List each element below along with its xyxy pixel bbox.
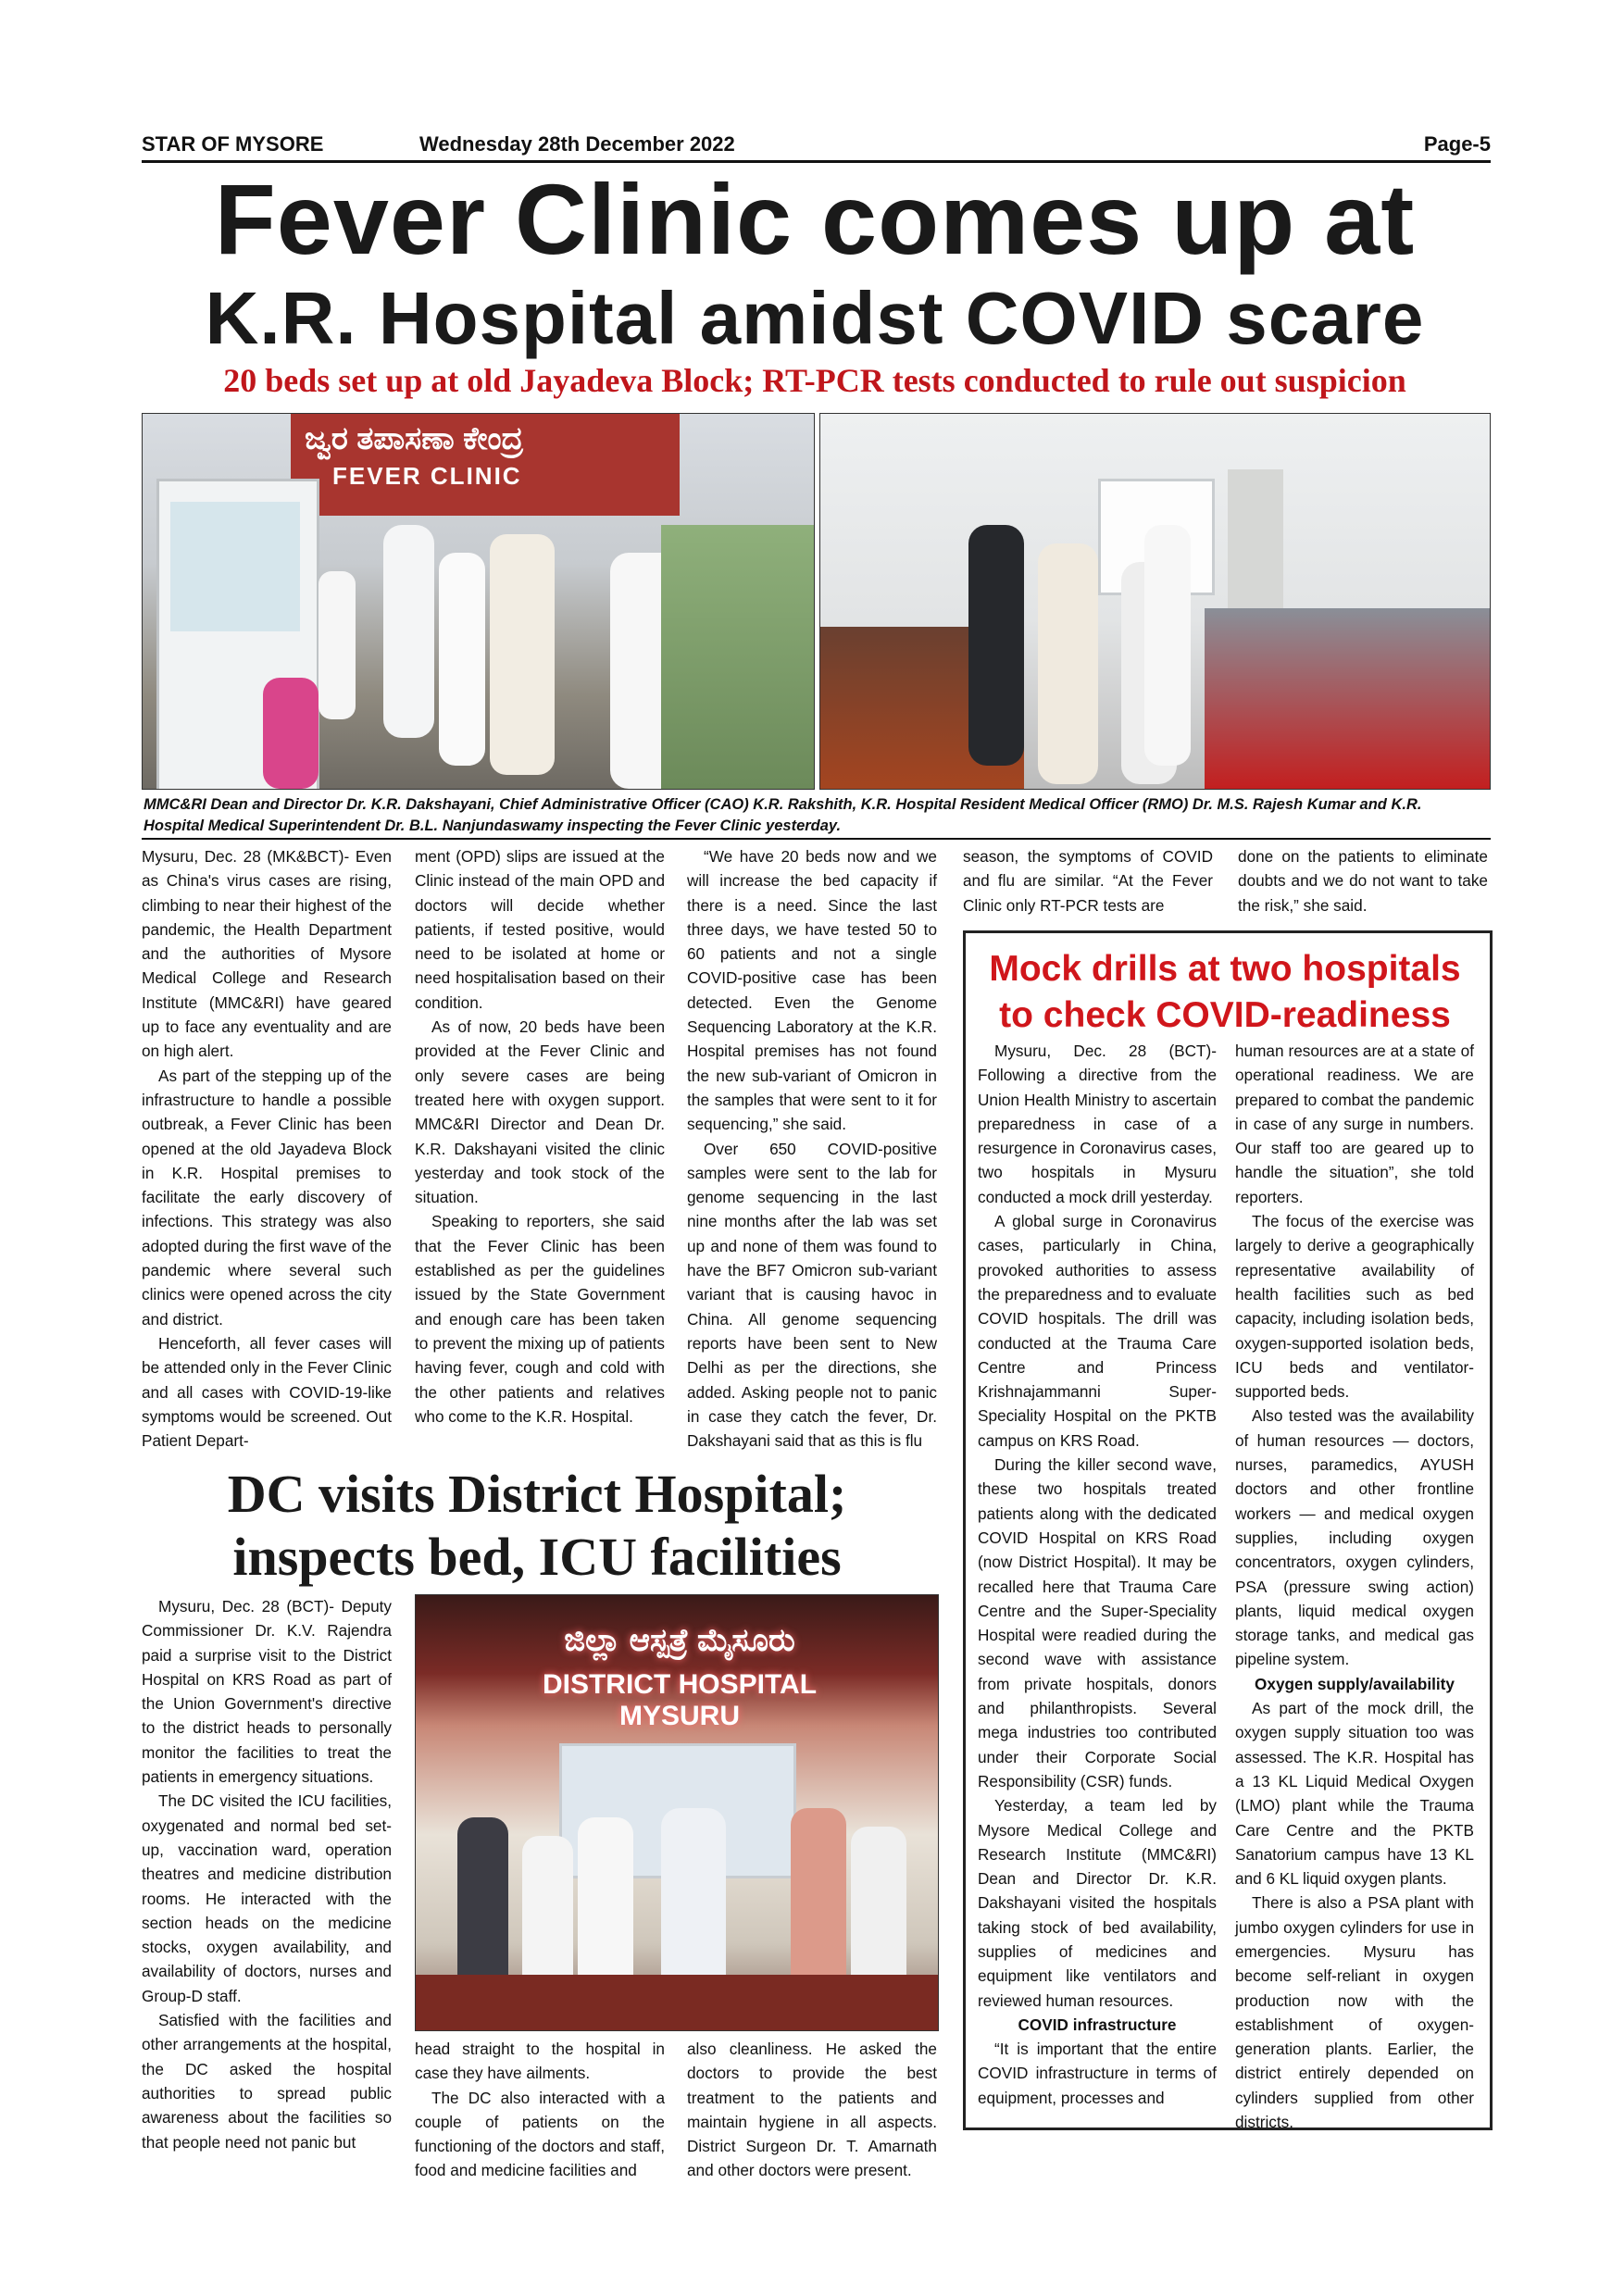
paragraph: also cleanliness. He asked the doctors to provide the best treatment to the patients and maintain hygiene in all aspects. District Surgeon Dr. T. Amarnath and other doctors were present. xyxy=(687,2040,937,2180)
dc-sign-english: DISTRICT HOSPITAL MYSURU xyxy=(542,1669,818,1731)
paragraph: season, the symptoms of COVID and flu are similar. “At the Fever Clinic only RT-PCR tests are xyxy=(963,847,1213,915)
issue-date: Wednesday 28th December 2022 xyxy=(419,132,735,156)
fever-clinic-sign-kannada: ಜ್ವರ ತಪಾಸಣಾ ಕೇಂದ್ರ xyxy=(305,421,524,456)
dc-article-col-2 xyxy=(415,2037,665,2183)
paragraph: Mysuru, Dec. 28 (MK&BCT)- Even as China's virus cases are rising, climbing to near their highest of the pandemic, the Health Department and the authorities of Mysore Medical College and Research Institute (MMC&RI) have geared up to face any eventuality and are on high alert. xyxy=(142,847,392,1061)
paragraph: Henceforth, all fever cases will be attended only in the Fever Clinic and all cases with COVID-19-like symptoms would be screened. Out Patient Depart- xyxy=(142,1333,392,1451)
fever-article-col-3 xyxy=(687,844,937,1453)
paragraph: The DC also interacted with a couple of patients on the functioning of the doctors and staff, food and medicine facilities and xyxy=(415,2088,665,2180)
fever-article-col-5 xyxy=(1238,844,1488,917)
photo-caption: MMC&RI Dean and Director Dr. K.R. Dakshayani, Chief Administrative Officer (CAO) K.R. Rakshith, K.R. Hospital Resident Medical Officer (RMO) Dr. M.S. Rajesh Kumar and K.R. Hospital Medical Superintendent Dr. B.L. Nanjundaswamy inspecting the Fever Clinic yesterday. xyxy=(144,796,1422,834)
paragraph: There is also a PSA plant with jumbo oxygen cylinders for use in emergencies. Mysuru has become self-reliant in oxygen production now with the establishment of oxygen-generation plants. Earlier, the district entirely depended on cylinders supplied from other districts. xyxy=(1235,1893,1474,2132)
paragraph: ment (OPD) slips are issued at the Clinic instead of the main OPD and doctors will decide whether patients, if tested positive, would need to be isolated at home or need hospitalisation based on their condition. xyxy=(415,847,665,1012)
paragraph: Satisfied with the facilities and other arrangements at the hospital, the DC asked the hospital authorities to spread public awareness about the facilities so that people need not panic but xyxy=(142,2011,392,2152)
district-hospital-photo xyxy=(415,1594,939,2031)
fever-clinic-photo xyxy=(142,413,815,790)
paragraph: The focus of the exercise was largely to derive a geographically representative availability of health facilities such as bed capacity, including isolation beds, oxygen-supported isolation beds, ICU beds and ventilator-supported beds. xyxy=(1235,1212,1474,1402)
headline-line-1: Fever Clinic comes up at xyxy=(214,163,1416,275)
paragraph: Yesterday, a team led by Mysore Medical College and Research Institute (MMC&RI) Dean and Director Dr. K.R. Dakshayani visited the hospitals taking stock of bed availability, supplies of medicines and equipment like ventilators and reviewed human resources. xyxy=(978,1796,1217,2010)
dc-sign-kannada: ಜಿಲ್ಲಾ ಆಸ್ಪತ್ರೆ ಮೈಸೂರು xyxy=(564,1623,795,1658)
paragraph: Over 650 COVID-positive samples were sent to the lab for genome sequencing in the last nine months after the lab was set up and none of them was found to have the BF7 Omicron sub-variant variant that is causing havoc in China. All genome sequencing reports have been sent to New Delhi as per the directions, she added. Asking people not to panic in case they catch the fever, Dr. Dakshayani said that as this is flu xyxy=(687,1139,937,1451)
fever-article-col-4 xyxy=(963,844,1213,917)
ward-photo xyxy=(819,413,1491,790)
dc-headline xyxy=(139,1463,935,1589)
paragraph: The DC visited the ICU facilities, oxygenated and normal bed set-up, vaccination ward, operation theatres and medicine distribution rooms. He interacted with the section heads on the medicine stocks, oxygen availability, and availability of doctors, nurses and Group-D staff. xyxy=(142,1791,392,2005)
dc-article-col-3 xyxy=(687,2037,937,2183)
headline-line-2: K.R. Hospital amidst COVID scare xyxy=(205,277,1425,359)
paragraph: Mysuru, Dec. 28 (BCT)- Deputy Commissioner Dr. K.V. Rajendra paid a surprise visit to the District Hospital on KRS Road as part of the Union Government's directive to the district heads to personally monitor the facilities to treat the patients in emergency situations. xyxy=(142,1597,392,1787)
mock-headline-line-1: Mock drills at two hospitals xyxy=(989,949,1461,989)
paper-name: STAR OF MYSORE xyxy=(142,132,324,156)
paragraph: “It is important that the entire COVID infrastructure in terms of equipment, processes and xyxy=(978,2040,1217,2107)
paragraph: Also tested was the availability of human resources — doctors, nurses, paramedics, AYUSH doctors and other frontline workers — and medical oxygen supplies, including oxygen concentrators, oxygen cylinders, PSA (pressure swing action) plants, liquid medical oxygen storage tanks, and medical gas pipeline system. xyxy=(1235,1406,1474,1669)
page-number: Page-5 xyxy=(1423,132,1491,156)
paragraph: A global surge in Coronavirus cases, particularly in China, provoked authorities to assess the preparedness and to evaluate COVID hospitals. The drill was conducted at the Trauma Care Centre and Princess Krishnajammanni Super-Speciality Hospital on the PKTB campus on KRS Road. xyxy=(978,1212,1217,1450)
fever-article-col-2 xyxy=(415,844,665,1429)
mock-drill-headline xyxy=(970,946,1480,1039)
mock-article-col-1 xyxy=(978,1039,1217,2110)
subheadline: 20 beds set up at old Jayadeva Block; RT-PCR tests conducted to rule out suspicion xyxy=(223,362,1406,399)
fever-clinic-sign-english: FEVER CLINIC xyxy=(332,462,522,490)
paragraph: As part of the stepping up of the infrastructure to handle a possible outbreak, a Fever Clinic has been opened at the old Jayadeva Block in K.R. Hospital premises to facilitate the early discovery of infections. This strategy was also adopted during the first wave of the pandemic where several such clinics were opened across the city and district. xyxy=(142,1066,392,1329)
paragraph: During the killer second wave, these two hospitals treated patients along with the dedicated COVID Hospital on KRS Road (now District Hospital). It may be recalled here that Trauma Care Centre and the Super-Speciality Hospital were readied during the second wave with assistance from private hospitals, donors and philanthropists. Several mega industries too contributed under their Corporate Social Responsibility (CSR) funds. xyxy=(978,1455,1217,1791)
subhead-oxygen-supply: Oxygen supply/availability xyxy=(1255,1674,1455,1693)
dc-headline-line-2: inspects bed, ICU facilities xyxy=(232,1527,842,1587)
paragraph: As part of the mock drill, the oxygen supply situation too was assessed. The K.R. Hospital has a 13 KL Liquid Medical Oxygen (LMO) plant while the Trauma Care Centre and the PKTB Sanatorium campus have 13 KL and 6 KL liquid oxygen plants. xyxy=(1235,1699,1474,1889)
paragraph: “We have 20 beds now and we will increase the bed capacity if there is a need. Since the last three days, we have tested 50 to 60 patients and not a single COVID-positive case has been detected. Even the Genome Sequencing Laboratory at the K.R. Hospital premises has not found the new sub-variant of Omicron in the samples that were sent to it for sequencing,” she said. xyxy=(687,847,937,1134)
fever-article-col-1 xyxy=(142,844,392,1453)
dc-headline-line-1: DC visits District Hospital; xyxy=(227,1464,847,1524)
paragraph: Speaking to reporters, she said that the Fever Clinic has been established as per the guidelines issued by the State Government and enough care has been taken to prevent the mixing up of patients having fever, cough and cold with the other patients and relatives who come to the K.R. Hospital. xyxy=(415,1212,665,1426)
paragraph: As of now, 20 beds have been provided at the Fever Clinic and only severe cases are being treated here with oxygen support. MMC&RI Director and Dean Dr. K.R. Dakshayani visited the clinic yesterday and took stock of the situation. xyxy=(415,1017,665,1207)
paragraph: Mysuru, Dec. 28 (BCT)- Following a directive from the Union Health Ministry to ascertain preparedness in case of a resurgence in Coronavirus cases, two hospitals in Mysuru conducted a mock drill yesterday. xyxy=(978,1042,1217,1206)
mock-article-col-2 xyxy=(1235,1039,1474,2134)
paragraph: done on the patients to eliminate doubts and we do not want to take the risk,” she said. xyxy=(1238,847,1488,915)
paragraph: head straight to the hospital in case they have ailments. xyxy=(415,2040,665,2083)
masthead xyxy=(142,132,1491,158)
paragraph: human resources are at a state of operational readiness. We are prepared to combat the pandemic in case of any surge in numbers. Our staff too are geared up to handle the situation”, she told reporters. xyxy=(1235,1042,1474,1206)
dc-article-col-1 xyxy=(142,1594,392,2154)
subhead-covid-infrastructure: COVID infrastructure xyxy=(1018,2015,1177,2034)
mock-headline-line-2: to check COVID-readiness xyxy=(999,995,1451,1035)
caption-rule xyxy=(142,838,1491,840)
